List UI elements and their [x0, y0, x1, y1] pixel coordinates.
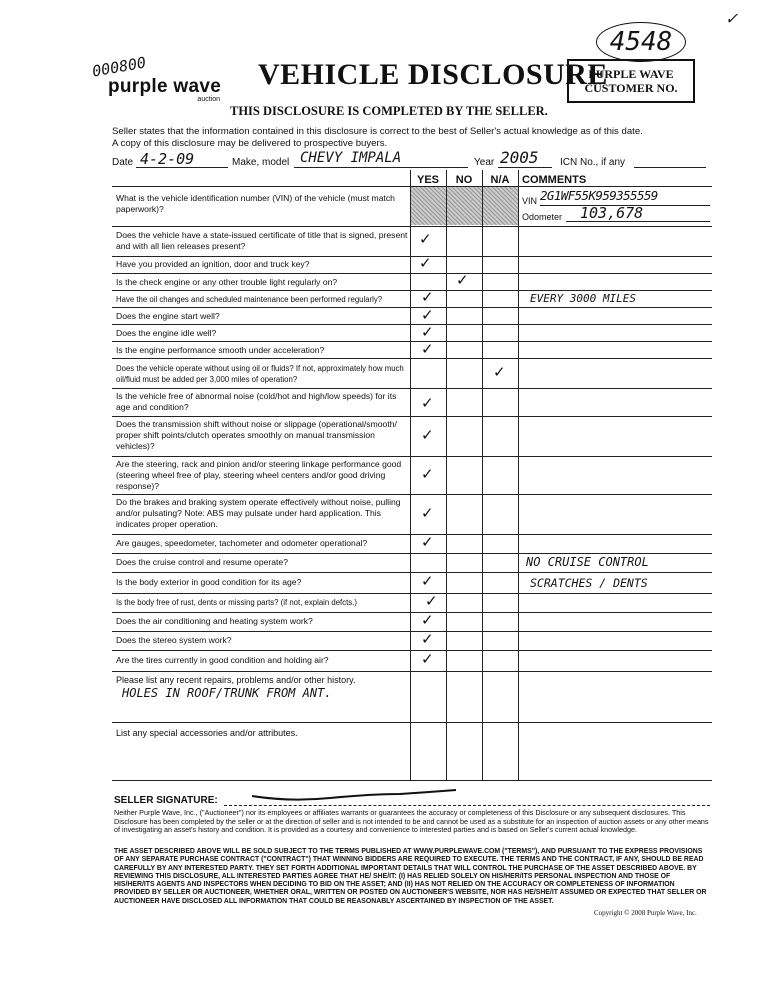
row-line [112, 416, 712, 417]
check-keys-yes[interactable]: ✓ [419, 255, 432, 272]
question-brakes: Do the brakes and braking system operate effectively without noise, pulling and/or pulsating? Note: ABS may pulsate under hard application. This indicates proper operation. [116, 497, 401, 529]
logo-name: purple wave [108, 76, 222, 97]
date-label: Date [112, 157, 134, 168]
check-engine-idle-yes[interactable]: ✓ [421, 324, 434, 341]
check-steering-yes[interactable]: ✓ [421, 466, 434, 483]
question-engine-idle: Does the engine idle well? [116, 328, 217, 338]
make-value: CHEVY IMPALA [300, 150, 402, 166]
row-line [112, 341, 712, 342]
page-number: 4548 [609, 27, 673, 57]
row-line [112, 722, 712, 723]
row-line [112, 572, 712, 573]
repairs-label: Please list any recent repairs, problems and/or other history. [116, 675, 356, 685]
customer-box-line1: PURPLE WAVE [588, 67, 674, 81]
question-oil-changes: Have the oil changes and scheduled maintenance been performed regularly? [116, 295, 383, 304]
col-line-yes [410, 170, 411, 780]
accessories-label: List any special accessories and/or attributes. [116, 728, 298, 738]
row-line [112, 593, 712, 594]
signature-scribble [250, 782, 460, 806]
row-line [112, 456, 712, 457]
check-ac-heat-yes[interactable]: ✓ [421, 612, 434, 629]
corner-check-mark: ✓ [726, 8, 737, 29]
header-no: NO [455, 174, 473, 186]
row-line [112, 388, 712, 389]
question-engine-performance: Is the engine performance smooth under acceleration? [116, 345, 325, 355]
question-keys: Have you provided an ignition, door and truck key? [116, 259, 310, 269]
handwritten-id: 000800 [90, 53, 148, 81]
row-line [112, 553, 712, 554]
question-stereo: Does the stereo system work? [116, 635, 232, 645]
vin-shade-no [447, 187, 482, 225]
vin-value: 2G1WF55K959355559 [540, 188, 658, 203]
year-label: Year [474, 157, 495, 168]
question-gauges: Are gauges, speedometer, tachometer and odometer operational? [116, 538, 368, 548]
question-engine-start: Does the engine start well? [116, 311, 220, 321]
row-line [112, 671, 712, 672]
check-rust-yes[interactable]: ✓ [425, 593, 438, 610]
row-line [112, 324, 712, 325]
row-line [112, 186, 712, 187]
row-line [112, 780, 712, 781]
check-noise-yes[interactable]: ✓ [421, 395, 434, 412]
header-comments: COMMENTS [522, 174, 587, 186]
vin-label: VIN [522, 196, 538, 206]
signature-label: SELLER SIGNATURE: [114, 795, 218, 806]
question-rust: Is the body free of rust, dents or missing parts? (if not, explain defcts.) [116, 598, 357, 607]
check-body-exterior-yes[interactable]: ✓ [421, 573, 434, 590]
question-trouble-light: Is the check engine or any other trouble light regularly on? [116, 277, 338, 287]
copyright: Copyright © 2008 Purple Wave, Inc. [594, 909, 697, 917]
row-line [112, 534, 712, 535]
row-line [112, 612, 712, 613]
row-line [112, 650, 712, 651]
header-na: N/A [490, 174, 510, 186]
page-subtitle: THIS DISCLOSURE IS COMPLETED BY THE SELLER. [230, 104, 548, 118]
row-line [112, 256, 712, 257]
row-line [112, 307, 712, 308]
question-body-exterior: Is the body exterior in good condition for its age? [116, 577, 302, 587]
check-trouble-light-no[interactable]: ✓ [456, 272, 469, 289]
check-title-yes[interactable]: ✓ [419, 231, 432, 248]
customer-box-line2: CUSTOMER NO. [584, 81, 678, 95]
date-value: 4-2-09 [140, 150, 195, 168]
question-ac-heat: Does the air conditioning and heating system work? [116, 616, 313, 626]
vin-shade-yes [411, 187, 446, 225]
intro-line-2: A copy of this disclosure may be delivered to prospective buyers. [112, 138, 388, 149]
question-vin: What is the vehicle identification number (VIN) of the vehicle (must match paperwork)? [116, 193, 395, 214]
disclaimer-text: Neither Purple Wave, Inc., ("Auctioneer") nor its employees or affiliates warrants or guarantees the accuracy or completeness of this Disclosure or any subsequent disclosures. This Disclosure has been completed by the seller or at the direction of seller and is not intended to be and cannot be used as a substitute for an inspection of auction assets or any other means of investigating an asset's history and condition. It is provided as a courtesy and convenience to interested parties and is based on Seller's current actual knowledge. [114, 808, 709, 835]
col-line-na [482, 170, 483, 780]
check-stereo-yes[interactable]: ✓ [421, 631, 434, 648]
col-line-no [446, 170, 447, 780]
check-transmission-yes[interactable]: ✓ [421, 427, 434, 444]
page-title: VEHICLE DISCLOSURE [258, 58, 608, 91]
row-line [112, 358, 712, 359]
row-line [112, 631, 712, 632]
row-line [112, 226, 712, 227]
header-yes: YES [416, 174, 439, 186]
check-gauges-yes[interactable]: ✓ [421, 534, 434, 551]
row-line [112, 494, 712, 495]
question-oil-fluids: Does the vehicle operate without using oil or fluids? If not, approximately how much oil/fluid must be added per 3,000 miles of operation? [116, 364, 404, 384]
col-line-comments [518, 170, 519, 780]
question-cruise: Does the cruise control and resume operate? [116, 557, 288, 567]
row-line [112, 273, 712, 274]
make-label: Make, model [232, 157, 290, 168]
comment-body-exterior: SCRATCHES / DENTS [530, 576, 648, 590]
question-steering: Are the steering, rack and pinion and/or steering linkage performance good (steering wheel free of play, steering wheel centers and/or good driving response)? [116, 459, 402, 491]
comment-cruise: NO CRUISE CONTROL [526, 555, 649, 569]
vin-shade-na [483, 187, 518, 225]
check-oil-fluids-na[interactable]: ✓ [493, 364, 506, 381]
comment-oil-changes: EVERY 3000 MILES [530, 292, 636, 305]
question-title: Does the vehicle have a state-issued certificate of title that is signed, present and with all lien releases present? [116, 230, 408, 251]
odometer-label: Odometer [522, 212, 563, 222]
intro-line-1: Seller states that the information contained in this disclosure is correct to the best of Seller's actual knowledge as of this date. [112, 126, 643, 137]
icn-label: ICN No., if any [560, 157, 626, 168]
check-tires-yes[interactable]: ✓ [421, 651, 434, 668]
check-engine-start-yes[interactable]: ✓ [421, 307, 434, 324]
question-noise: Is the vehicle free of abnormal noise (cold/hot and high/low speeds) for its age and condition? [116, 391, 397, 412]
odometer-value: 103,678 [580, 204, 644, 222]
check-brakes-yes[interactable]: ✓ [421, 505, 434, 522]
row-line [112, 290, 712, 291]
check-oil-changes-yes[interactable]: ✓ [421, 289, 434, 306]
year-value: 2005 [500, 148, 539, 167]
terms-text: THE ASSET DESCRIBED ABOVE WILL BE SOLD SUBJECT TO THE TERMS PUBLISHED AT WWW.PURPLEWAVE.COM ("TERMS"), AND PURSUANT TO THE EXPRESS PROVISIONS OF ANY SEPARATE PURCHASE CONTRACT ("CONTRACT") THAT WINNING BIDDERS ARE REQUIRED TO EXECUTE. THE TERMS AND THE CONTRACT, IF ANY, SHOULD BE READ CAREFULLY BY ANY INTERESTED PARTY. THEY SET FORTH ADDITIONAL IMPORTANT DETAILS THAT WILL CONTROL THE PURCHASE OF THE ASSET DESCRIBED ABOVE. BY REVIEWING THIS DISCLOSURE, ALL INTERESTED PARTIES AGREE THAT HE/ SHE/IT: (I) HAS RELIED SOLELY ON HIS/HER/ITS PERSONAL INSPECTION AND THOSE OF HIS/HER/ITS AGENTS AND INSPECTORS WHEN DECIDING TO BID ON THE ASSET; AND (II) HAS NOT RELIED ON THE ACCURACY OR COMPLETENESS OF INFORMATION PROVIDED BY SELLER OR AUCTIONEER, WHETHER ORAL, WRITTEN OR POSTED ON AUCTIONEER'S WEBSITE, NOR HAS HE/SHE/IT ASSUMED OR EXPECTED THAT SELLER OR AUCTIONEER HAVE DISCLOSED ALL INFORMATION THAT COULD BE REASONABLY ASCERTAINED BY INSPECTION OF THE ASSET. [114, 848, 707, 905]
repairs-value[interactable]: HOLES IN ROOF/TRUNK FROM ANT. [122, 686, 332, 700]
check-engine-performance-yes[interactable]: ✓ [421, 341, 434, 358]
question-tires: Are the tires currently in good condition and holding air? [116, 655, 329, 665]
question-transmission: Does the transmission shift without noise or slippage (operational/smooth/ proper shift points/clutch operates smoothly on manual transmission vehicles)? [116, 419, 397, 451]
logo-sub: auction [197, 96, 220, 103]
